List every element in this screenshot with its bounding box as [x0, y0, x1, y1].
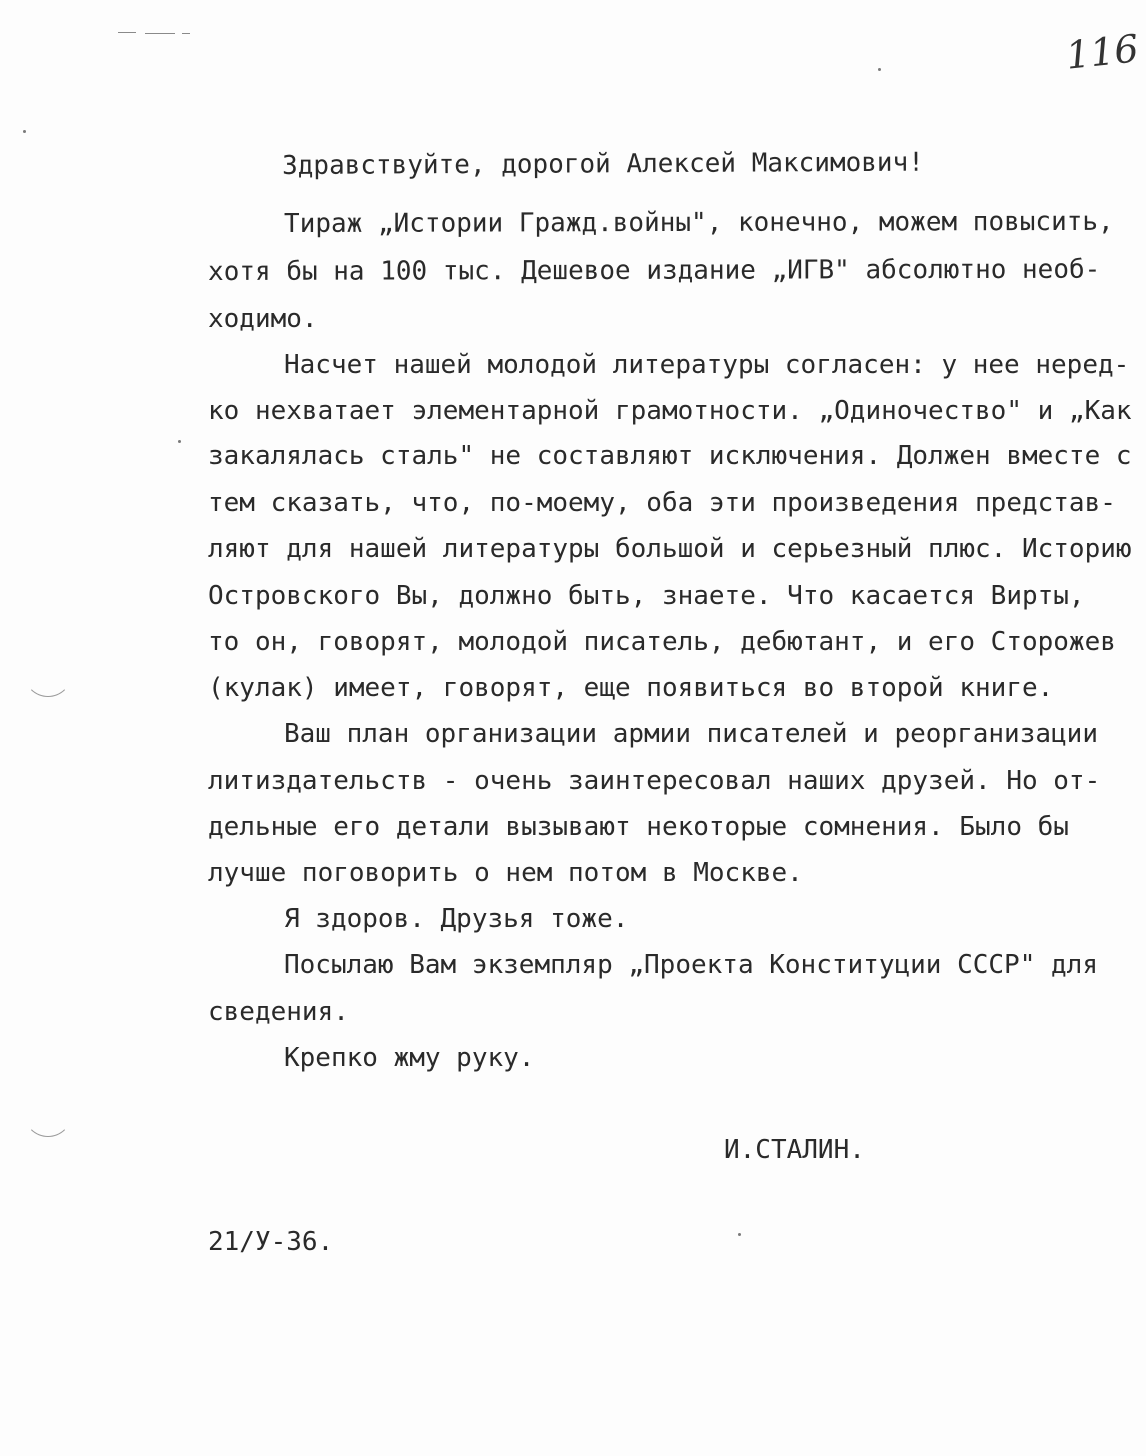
letter-greeting: Здравствуйте, дорогой Алексей Максимович!	[281, 147, 924, 181]
signature: И.СТАЛИН.	[724, 1135, 865, 1165]
letter-line: сведения.	[208, 997, 349, 1027]
letter-line: хотя бы на 100 тыс. Дешевое издание „ИГВ" абсолютно необ-	[207, 254, 1101, 287]
letter-line: тем сказать, что, по-моему, оба эти произведения представ-	[208, 488, 1116, 518]
letter-date: 21/У-36.	[208, 1227, 334, 1257]
folio-number: 116	[1063, 26, 1141, 78]
letter-line: Крепко жму руку.	[284, 1043, 535, 1073]
letter-line: Я здоров. Друзья тоже.	[284, 904, 629, 934]
scan-mark	[182, 33, 190, 34]
letter-line: лучше поговорить о нем потом в Москве.	[208, 858, 803, 888]
punch-hole-mark	[24, 1090, 72, 1137]
letter-line: ляют для нашей литературы большой и серьезный плюс. Историю	[208, 534, 1132, 564]
scan-speck	[178, 440, 181, 443]
letter-line: то он, говорят, молодой писатель, дебютант, и его Сторожев	[208, 627, 1116, 657]
letter-line: ко нехватает элементарной грамотности. „Одиночество" и „Как	[208, 396, 1132, 426]
letter-line: закалялась сталь" не составляют исключения. Должен вместе с	[208, 441, 1132, 471]
scan-speck	[23, 130, 26, 133]
letter-line: Ваш план организации армии писателей и реорганизации	[284, 719, 1098, 749]
letter-line: (кулак) имеет, говорят, еще появиться во второй книге.	[208, 673, 1054, 703]
punch-hole-mark	[24, 650, 72, 697]
letter-line: литиздательств - очень заинтересовал наших друзей. Но от-	[208, 766, 1101, 796]
letter-line: Посылаю Вам экземпляр „Проекта Конституции СССР" для	[284, 950, 1098, 980]
letter-line: Тираж „Истории Гражд.войны", конечно, можем повысить,	[283, 206, 1114, 239]
letter-line: Островского Вы, должно быть, знаете. Что касается Вирты,	[208, 581, 1085, 611]
scan-speck	[878, 68, 881, 71]
scan-mark	[145, 33, 175, 34]
scan-mark	[118, 32, 136, 33]
letter-line: дельные его детали вызывают некоторые сомнения. Было бы	[208, 812, 1069, 842]
letter-line: ходимо.	[208, 304, 318, 334]
letter-line: Насчет нашей молодой литературы согласен: у нее неред-	[284, 350, 1130, 380]
scan-speck	[738, 1233, 741, 1236]
